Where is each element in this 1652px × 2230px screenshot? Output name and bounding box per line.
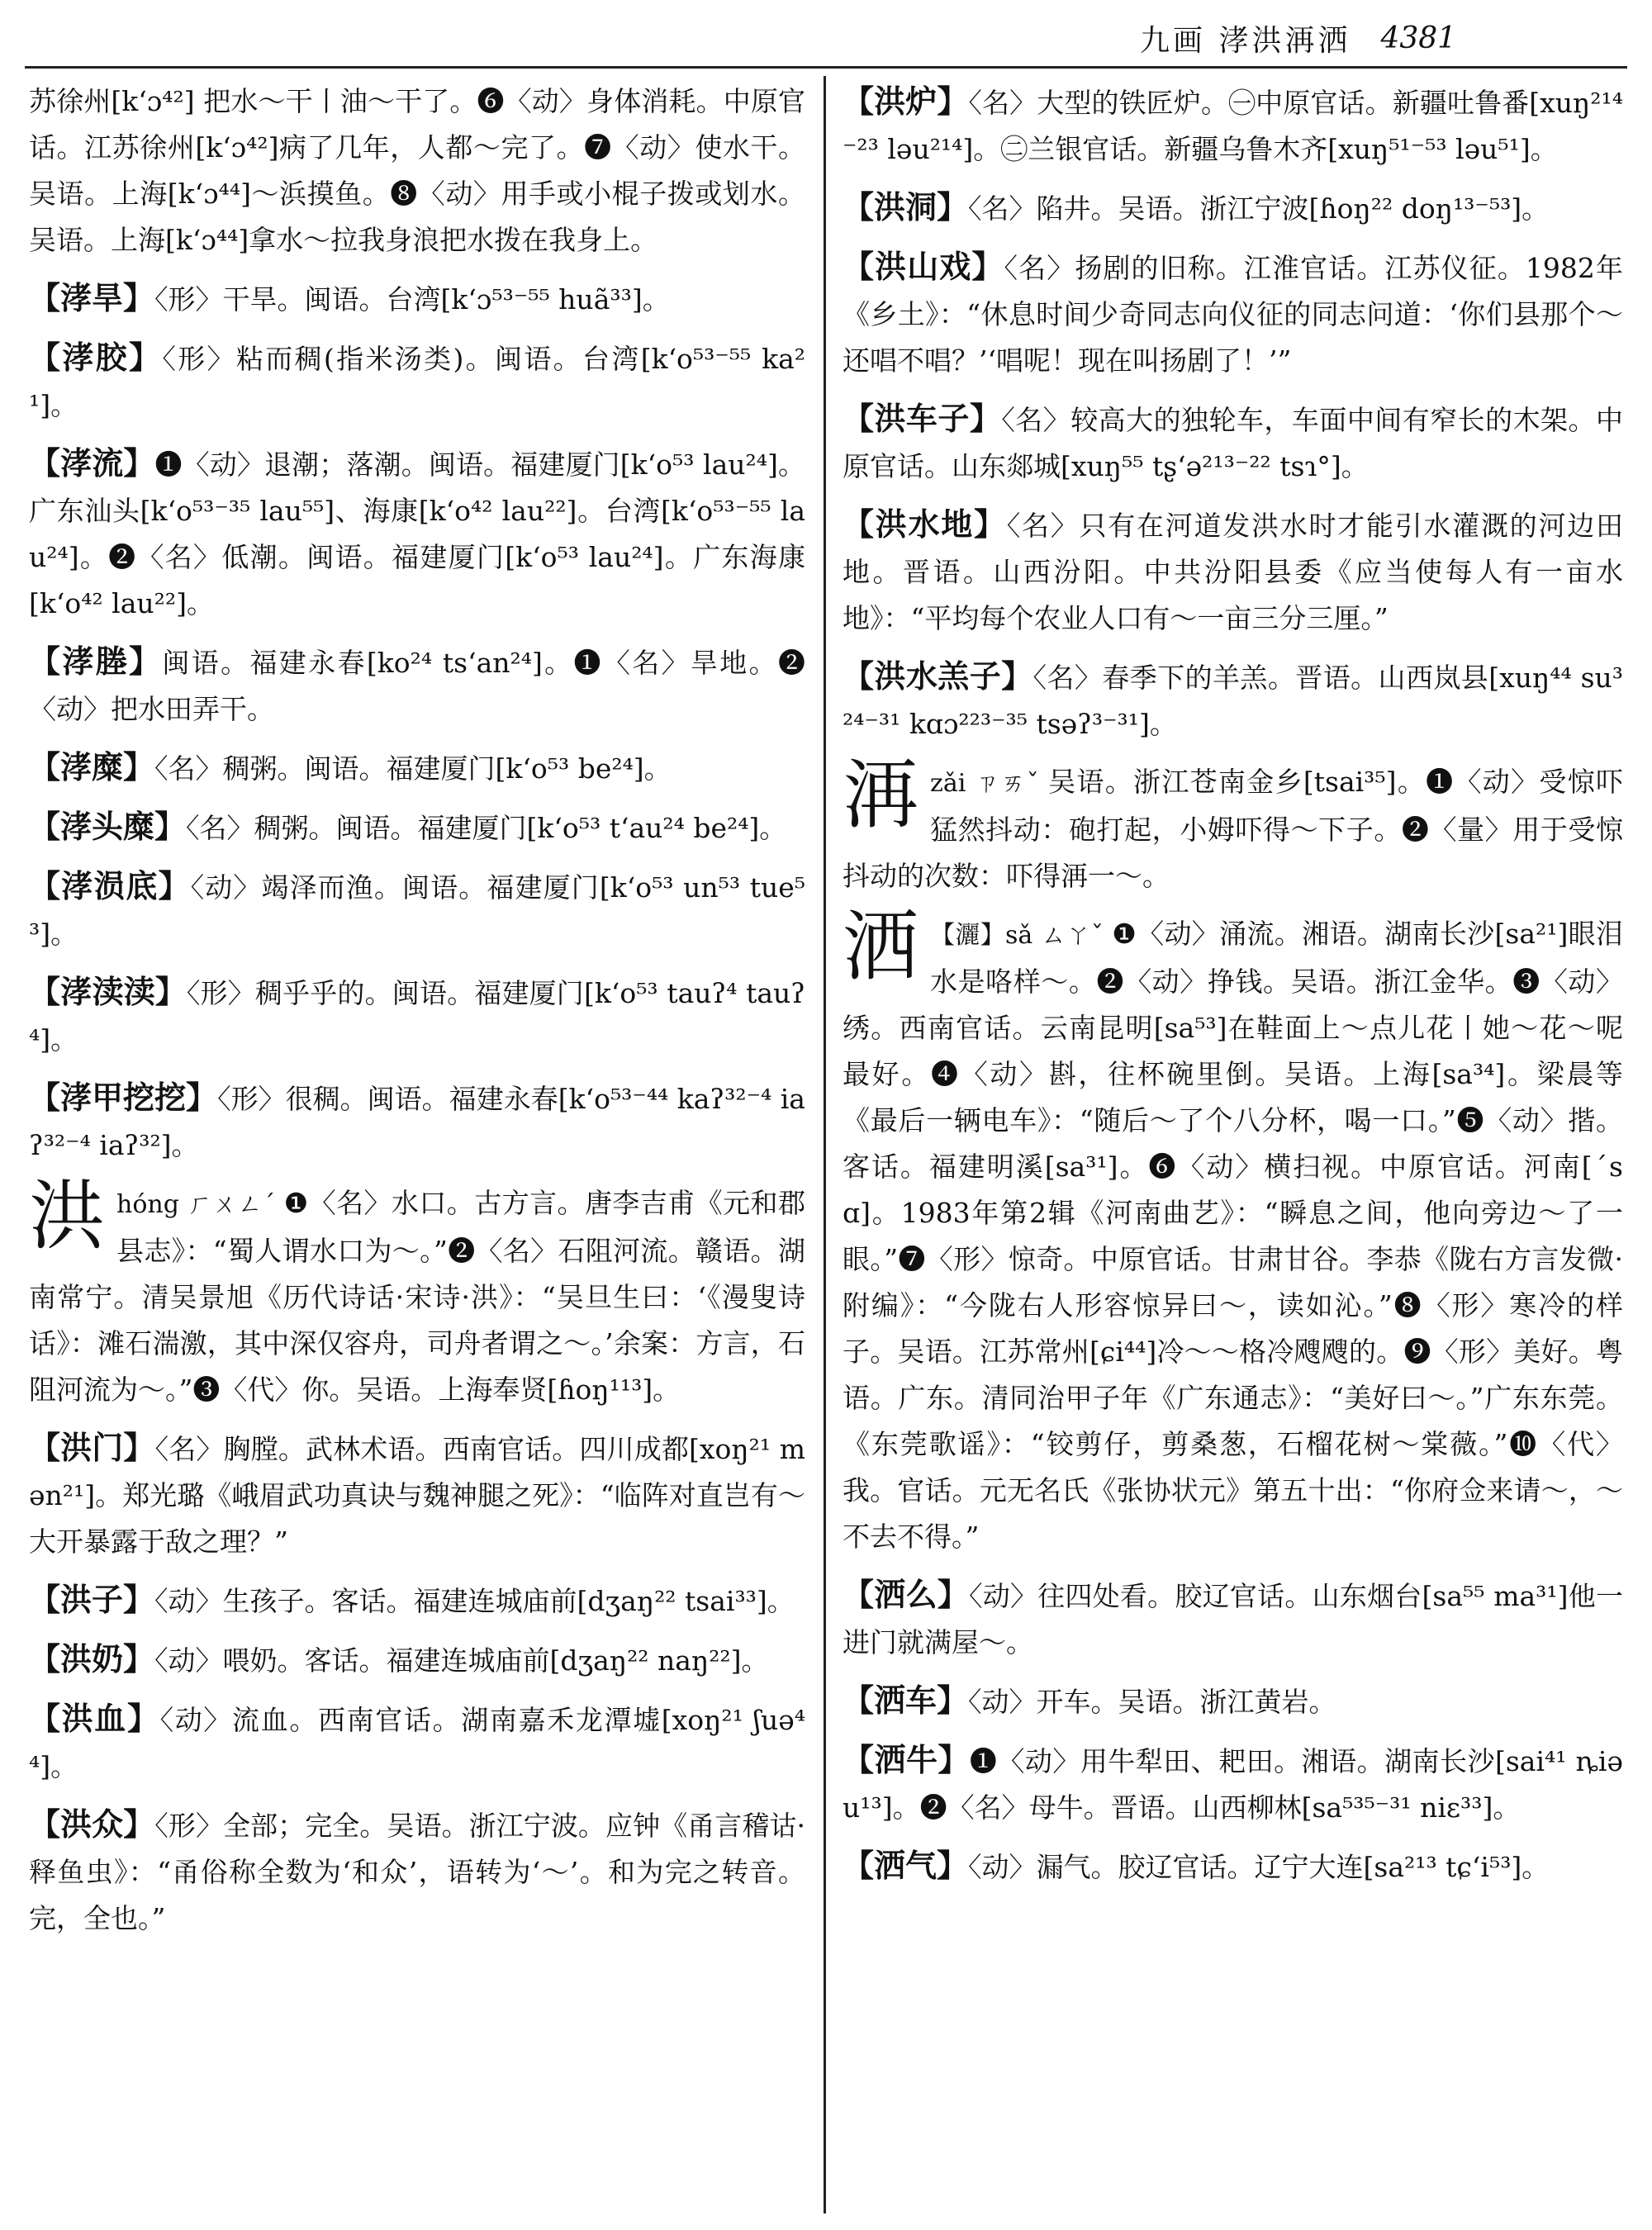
entry	[29, 275, 805, 323]
entry	[29, 863, 805, 957]
entry-definition: 〈动〉竭泽而渔。闽语。福建厦门[kʻo⁵³ un⁵³ tue⁵³]。	[29, 871, 805, 950]
entry-continuation: 苏徐州[kʻɔ⁴²] 把水～干丨油～干了。❻〈动〉身体消耗。中原官话。江苏徐州[kʻɔ⁴²]病了几年，人都～完了。❼〈动〉使水干。吴语。上海[kʻɔ⁴⁴]～浜摸鱼。❽〈动〉用手或小棍子拨或划水。吴语。上海[kʻɔ⁴⁴]拿水～拉我身浪把水拨在我身上。	[29, 85, 805, 256]
entry	[843, 184, 1623, 232]
entry-headword: 【洪水羔子】	[843, 657, 1033, 695]
pinyin: hóng ㄏㄨㄥˊ	[116, 1190, 276, 1219]
entry-headword: 【洪炉】	[843, 83, 969, 120]
entry	[29, 1636, 805, 1684]
entry-definition: 〈形〉干旱。闽语。台湾[kʻɔ⁵³⁻⁵⁵ huã³³]。	[154, 283, 670, 316]
entry	[29, 1577, 805, 1625]
section-title: 九画 涍洪洅洒	[1140, 23, 1351, 58]
entry-headword: 【涍旱】	[29, 279, 155, 316]
entry-definition: 吴语。浙江苍南金乡[tsai³⁵]。❶〈动〉受惊吓猛然抖动：砲打起，小姆吓得～下子。❷〈量〉用于受惊抖动的次数：吓得洅一～。	[843, 766, 1623, 892]
entry-headword: 【涍渎渎】	[29, 973, 187, 1010]
entry-definition: 〈名〉胸膛。武林术语。西南官话。四川成都[xoŋ²¹ mən²¹]。郑光璐《峨眉武功真诀与魏神腿之死》：“临阵对直岂有～大开暴露于敌之理？”	[29, 1433, 805, 1558]
entry	[29, 1801, 805, 1942]
entry-definition: 〈形〉很稠。闽语。福建永春[kʻo⁵³⁻⁴⁴ kaʔ³²⁻⁴ iaʔ³²⁻⁴ iaʔ³²]。	[29, 1083, 805, 1161]
entry	[843, 1843, 1623, 1891]
entry-definition: 〈形〉粘而稠(指米汤类)。闽语。台湾[kʻo⁵³⁻⁵⁵ ka²¹]。	[29, 343, 805, 421]
left-column	[29, 78, 805, 2213]
character-entry	[843, 903, 1623, 1560]
entry-definition: 〈名〉稠粥。闽语。福建厦门[kʻo⁵³ tʻau²⁴ be²⁴]。	[186, 812, 787, 844]
entry-headword: 【涍糜】	[29, 748, 155, 785]
entry-headword: 【洪洞】	[843, 188, 969, 225]
entry-headword: 【涍胶】	[29, 339, 163, 376]
entry-headword: 【洒车】	[843, 1682, 969, 1719]
entry	[29, 744, 805, 792]
head-character: 洪	[29, 1172, 106, 1260]
entry	[29, 440, 805, 627]
entry-definition: 〈名〉大型的铁匠炉。㊀中原官话。新疆吐鲁番[xuŋ²¹⁴⁻²³ ləu²¹⁴]。㊁兰银官话。新疆乌鲁木齐[xuŋ⁵¹⁻⁵³ ləu⁵¹]。	[843, 87, 1623, 165]
header-rule	[25, 66, 1627, 69]
entry-definition: 〈名〉稠粥。闽语。福建厦门[kʻo⁵³ be²⁴]。	[154, 752, 672, 785]
entry-definition: ❶〈名〉水口。古方言。唐李吉甫《元和郡县志》：“蜀人谓水口为～。”❷〈名〉石阻河流。赣语。湖南常宁。清吴景旭《历代诗话·宋诗·洪》：“吴旦生曰：‘《漫叟诗话》：滩石湍激，其中深仅容舟，司舟者谓之～。’余案：方言，石阻河流为～。”❸〈代〉你。吴语。上海奉贤[ɦoŋ¹¹³]。	[29, 1187, 805, 1406]
entry-headword: 【涍头糜】	[29, 808, 187, 845]
entry-definition: 〈形〉全部；完全。吴语。浙江宁波。应钟《甬言稽诂·释鱼虫》：“甬俗称全数为‘和众’，语转为‘～’。和为完之转音。完，全也。”	[29, 1810, 805, 1934]
entry-headword: 【洪血】	[29, 1700, 160, 1737]
entry-definition: ❶〈动〉退潮；落潮。闽语。福建厦门[kʻo⁵³ lau²⁴]。广东汕头[kʻo⁵³⁻³⁵ lau⁵⁵]、海康[kʻo⁴² lau²²]。台湾[kʻo⁵³⁻⁵⁵ lau²⁴]。❷〈名〉低潮。闽语。福建厦门[kʻo⁵³ lau²⁴]。广东海康[kʻo⁴² lau²²]。	[29, 448, 805, 619]
entry-definition: 〈动〉开车。吴语。浙江黄岩。	[968, 1686, 1336, 1718]
entry-definition: 〈名〉扬剧的旧称。江淮官话。江苏仪征。1982年《乡土》：“休息时间少奇同志向仪征的同志问道：‘你们县那个～还唱不唱？’‘唱呢！现在叫扬剧了！’”	[843, 252, 1623, 377]
entry	[29, 638, 805, 733]
entry-headword: 【涍流】	[29, 444, 155, 482]
entry-headword: 【洒牛】	[843, 1741, 970, 1778]
entry-definition: ❶〈动〉用牛犁田、耙田。湘语。湖南长沙[sai⁴¹ ȵiəu¹³]。❷〈名〉母牛。晋语。山西柳林[sa⁵³⁵⁻³¹ niɛ³³]。	[843, 1745, 1623, 1824]
page-number: 4381	[1380, 21, 1457, 55]
entry	[29, 334, 805, 429]
entry-definition: ❶〈动〉涌流。湘语。湖南长沙[sa²¹]眼泪水是咯样～。❷〈动〉挣钱。吴语。浙江金华。❸〈动〉绣。西南官话。云南昆明[sa⁵³]在鞋面上～点儿花丨她～花～呢最好。❹〈动〉斟，往杯碗里倒。吴语。上海[sa³⁴]。梁晨等《最后一辆电车》：“随后～了个八分杯，喝一口。”❺〈动〉揩。客话。福建明溪[sa³¹]。❻〈动〉横扫视。中原官话。河南[ˊsɑ]。1983年第2辑《河南曲艺》：“瞬息之间，他向旁边～了一眼。”❼〈形〉惊奇。中原官话。甘肃甘谷。李恭《陇右方言发微·附编》：“今陇右人形容惊异曰～，读如沁。”❽〈形〉寒冷的样子。吴语。江苏常州[ɕi⁴⁴]冷～～格冷飕飕的。❾〈形〉美好。粤语。广东。清同治甲子年《广东通志》：“美好曰～。”广东东莞。《东莞歌谣》：“铰剪仔，剪桑葱，石榴花树～棠薇。”❿〈代〉我。官话。元无名氏《张协状元》第五十出：“你府佥来请～，～不去不得。”	[843, 918, 1623, 1553]
entry-definition: 〈动〉流血。西南官话。湖南嘉禾龙潭墟[xoŋ²¹ ʃuə⁴⁴]。	[29, 1704, 805, 1782]
entry-headword: 【洪水地】	[843, 505, 1007, 543]
entry-headword: 【涍塍】	[29, 643, 163, 680]
entry	[843, 501, 1623, 642]
entry	[29, 1075, 805, 1169]
entry-headword: 【洪奶】	[29, 1640, 155, 1677]
pinyin: 【灑】sǎ ㄙㄚˇ	[930, 921, 1104, 950]
column-divider	[824, 76, 826, 2213]
entry-definition: 〈动〉喂奶。客话。福建连城庙前[dʒaŋ²² naŋ²²]。	[154, 1644, 769, 1677]
entry-definition: 〈动〉生孩子。客话。福建连城庙前[dʒaŋ²² tsai³³]。	[154, 1585, 795, 1617]
entry-headword: 【洪子】	[29, 1581, 155, 1618]
entry-headword: 【涍甲挖挖】	[29, 1079, 218, 1116]
entry	[843, 1572, 1623, 1666]
entry-definition: 〈名〉春季下的羊羔。晋语。山西岚县[xuŋ⁴⁴ su³²⁴⁻³¹ kɑɔ²²³⁻³⁵ tsəʔ³⁻³¹]。	[843, 662, 1623, 740]
entry	[843, 1737, 1623, 1831]
entry-headword: 【洪门】	[29, 1429, 155, 1466]
entry-headword: 【涍涢底】	[29, 867, 191, 904]
entry	[843, 244, 1623, 384]
entry	[843, 396, 1623, 490]
entry	[29, 1696, 805, 1790]
entry-headword: 【洒么】	[843, 1576, 969, 1613]
entry	[843, 653, 1623, 747]
entry	[29, 804, 805, 852]
head-character: 洅	[843, 751, 919, 839]
entry-definition: 闽语。福建永春[ko²⁴ tsʻan²⁴]。❶〈名〉旱地。❷〈动〉把水田弄干。	[29, 647, 805, 725]
page-header	[1140, 15, 1619, 61]
entry-definition: 〈名〉较高大的独轮车，车面中间有窄长的木架。中原官话。山东郯城[xuŋ⁵⁵ tʂʻə²¹³⁻²² tsɿ°]。	[843, 404, 1623, 482]
entry	[843, 1677, 1623, 1725]
entry	[843, 78, 1623, 173]
pinyin: zǎi ㄗㄞˇ	[930, 769, 1041, 798]
entry-headword: 【洪车子】	[843, 400, 1002, 437]
entry-definition: 〈形〉稠乎乎的。闽语。福建厦门[kʻo⁵³ tauʔ⁴ tauʔ⁴]。	[29, 977, 805, 1056]
entry-headword: 【洪众】	[29, 1805, 155, 1843]
character-entry	[29, 1172, 805, 1413]
entry-headword: 【洪山戏】	[843, 248, 1004, 285]
head-character: 洒	[843, 903, 919, 991]
entry-definition: 〈动〉漏气。胶辽官话。辽宁大连[sa²¹³ tɕʻi⁵³]。	[968, 1851, 1550, 1883]
character-entry	[843, 751, 1623, 899]
entry-headword: 【洒气】	[843, 1847, 969, 1884]
entry	[29, 969, 805, 1063]
entry-definition: 〈名〉陷井。吴语。浙江宁波[ɦoŋ²² doŋ¹³⁻⁵³]。	[968, 192, 1550, 225]
entry	[29, 1425, 805, 1565]
entry-definition: 〈名〉只有在河道发洪水时才能引水灌溉的河边田地。晋语。山西汾阳。中共汾阳县委《应当使每人有一亩水地》：“平均每个农业人口有～一亩三分三厘。”	[843, 510, 1623, 634]
right-column	[843, 78, 1623, 2213]
entry-definition: 〈动〉往四处看。胶辽官话。山东烟台[sa⁵⁵ ma³¹]他一进门就满屋～。	[843, 1580, 1623, 1658]
